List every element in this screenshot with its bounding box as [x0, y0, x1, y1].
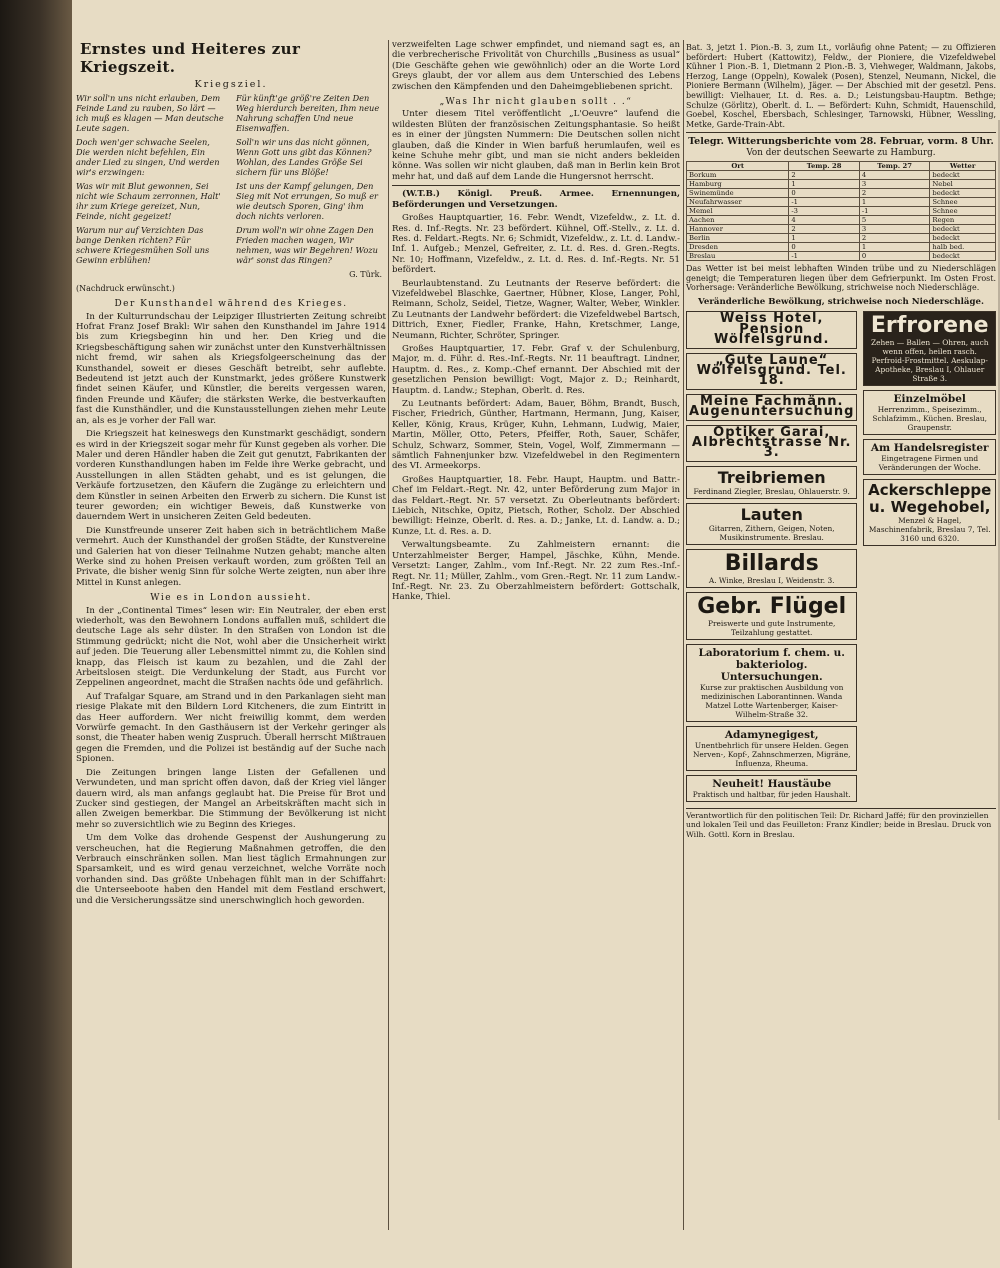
army-paragraph: Beurlaubtenstand. Zu Leutnants der Reserve befördert: die Vizefeldwebel Blaschke, Gaertner, Hübner, Klose, Langer, Pohl, Reimann, Scholz, Seidel, Tietze, Wagner, Walter, Weber, Winkler. Zu Leutnants der Landwehr befördert: die Vizefeldwebel Bartsch, Dittrich, Exner, Fiedler, Franke, Hahn, Kretschmer, Lange, Neumann, Richter, Schröter, Springer. [392, 278, 680, 341]
ad-title: Am Handelsregister [870, 442, 989, 455]
weather-header: Wetter [930, 162, 996, 171]
weather-row [687, 207, 996, 216]
column-rule [683, 40, 684, 1230]
ad-text: Eingetragene Firmen und Veränderungen der Woche. [878, 454, 981, 473]
ad-gute-laune: „Gute Laune“ Wölfelsgrund. Tel. 18. [686, 353, 857, 390]
poem-signature: G. Türk. [349, 270, 382, 280]
weather-cell: Hamburg [687, 180, 789, 189]
weather-table [686, 161, 996, 261]
weather-cell: 1 [859, 243, 930, 252]
article-paragraph: In der Kulturrundschau der Leipziger Illustrierten Zeitung schreibt Hofrat Franz Josef Brakl: Wir sahen den Kunsthandel im Jahre 1914 bis zum Kriegsbeginn hin und her. Den Krieg und die Kriegsbeschäftigung sahen wir zunächst unter den Kunstverhältnissen nicht fremd, wir sahen als Kriegsfolgeerscheinung das der Kunsthandel, soweit er dieses Geschäft betreibt, sehr auflebte. Bedeutend ist jetzt auch der Kunstmarkt, jedes größere Kunstwerk findet seinen Käufer, und Künstler, die bereits vergessen waren, finden Freunde und Käufer; die stärksten Werke, die bestverkauften fast die Kunsthändler, und die Kunstausstellungen ziehen mehr Leute an, als es je vorher der Fall war. [76, 311, 386, 426]
weather-cell: 2 [789, 171, 860, 180]
poem [76, 93, 386, 269]
ad-title: Adamynegigest, [724, 728, 819, 741]
ad-title: Billards [724, 550, 819, 576]
weather-cell: Schnee [930, 207, 996, 216]
weather-cell: 5 [859, 216, 930, 225]
weather-cell: Berlin [687, 234, 789, 243]
section-title: Ernstes und Heiteres zur Kriegszeit. [80, 40, 301, 76]
weather-cell: bedeckt [930, 252, 996, 261]
ad-hotel: Weiss Hotel, Pension Wölfelsgrund. [686, 311, 857, 348]
stanza: Für künft'ge größ're Zeiten Den Weg hierdurch bereiten, Ihm neue Nahrung schaffen Und neue Eisenwaffen. [236, 93, 380, 134]
poem-title: Kriegsziel. [194, 79, 268, 90]
weather-row [687, 180, 996, 189]
weather-cell: 2 [859, 189, 930, 198]
ad-title: Neuheit! Haustäube [712, 777, 832, 790]
weather-cell: Breslau [687, 252, 789, 261]
ad-text: Praktisch und haltbar, für jeden Haushalt. [692, 789, 851, 799]
article-paragraph: Unter diesem Titel veröffentlicht „L'Oeuvre“ laufend die wildesten Blüten der französischen Zeitungsphantasie. So heißt es in einer der jüngsten Nummern: Die Deutschen sollen nicht glauben, daß die Kinder in Wien barfuß herumlaufen, weil es keine Schuhe mehr gibt, und man sie nicht anders bekleiden könne. Was sollen wir nicht glauben, daß man in Berlin kein Brot mehr hat, und daß auf dem Lande die Hungersnot herrscht. [392, 109, 680, 182]
weather-cell: 0 [859, 252, 930, 261]
ad-lauten [686, 503, 857, 545]
imprint: Verantwortlich für den politischen Teil: Dr. Richard Jaffé; für den provinziellen und lokalen Teil und das Feuilleton: Franz Kindler; beide in Breslau. Druck von Wilh. Gottl. Korn in Breslau. [686, 808, 996, 839]
weather-forecast: Veränderliche Bewölkung, strichweise noch Niederschläge. [698, 296, 984, 307]
weather-header: Temp. 28 [789, 162, 860, 171]
ad-text: Preiswerte und gute Instrumente, Teilzahlung gestattet. [708, 618, 836, 637]
ad-text: Unentbehrlich für unsere Helden. Gegen Nerven-, Kopf-, Zahnschmerzen, Migräne, Influenza, Rheuma. [692, 740, 851, 768]
ad-einzelmoebel [863, 390, 996, 435]
army-paragraph: Großes Hauptquartier, 17. Febr. Graf v. der Schulenburg, Major, m. d. Führ. d. Res.-Inf.-Regts. Nr. 11 beauftragt. Lindner, Hauptm. d. Res., z. Komp.-Chef ernannt. Der Abschied mit der gesetzlichen Pension bewilligt: Vogt, Major z. D.; Reinhardt, Hauptm. d. Landw.; Stephan, Oberlt. d. Res. [392, 343, 680, 396]
weather-cell: -1 [789, 252, 860, 261]
weather-cell: -3 [789, 207, 860, 216]
article-title-london: Wie es in London aussieht. [150, 593, 312, 604]
army-paragraph: Großes Hauptquartier, 18. Febr. Haupt, Hauptm. und Battr.-Chef im Feldart.-Regt. Nr. 42, unter Beförderung zum Major in das Feldart.-Regt. Nr. 57 versetzt. Zu Oberleutnants befördert: Liebich, Nitschke, Opitz, Pietsch, Rother, Scholz. Der Abschied bewilligt: Heinze, Oberlt. d. Res. a. D.; Janke, Lt. d. Landw. a. D.; Kunze, Lt. d. Res. a. D. [392, 474, 680, 537]
stanza: Doch wen'ger schwache Seelen, Die werden nicht befehlen, Ein ander Lied zu singen, Und werden wir's erzwingen: [76, 137, 220, 178]
ad-text: Ferdinand Ziegler, Breslau, Ohlauerstr. 9. [693, 486, 850, 496]
weather-cell: bedeckt [930, 225, 996, 234]
newspaper-page [72, 0, 1000, 1268]
article-paragraph: Die Kriegszeit hat keineswegs den Kunstmarkt geschädigt, sondern es wird in der Kriegszeit sogar mehr für Kunst gegeben als vorher. Die Maler und deren Händler haben die Zeit gut genutzt, Fabrikanten der vorderen Kunsthandlungen haben im Felde ihre Werke gebracht, und Ausstellungen in allen Städten gehabt, und es ist gelungen, die Verkäufe fortzusetzen, den Käufern die Zugänge zu erleichtern und dem Künstler in seinen Arbeiten den Erwerb zu sichern. Die Kunst ist teurer geworden; ein wichtiger Beweis, daß Kunstwerke von dauerndem Wert in unsicheren Zeiten Geld bedeuten. [76, 429, 386, 523]
weather-cell: Regen [930, 216, 996, 225]
ad-laboratorium [686, 644, 857, 722]
ad-fluegel [686, 592, 857, 640]
weather-cell: 0 [789, 189, 860, 198]
weather-cell: Memel [687, 207, 789, 216]
weather-cell: 1 [859, 198, 930, 207]
weather-header-row [687, 162, 996, 171]
stanza: Was wir mit Blut gewonnen, Sei nicht wie Schaum zerronnen, Halt' ihr zum Kriege gereizet, Nun, Feinde, nicht gegeizet! [76, 181, 221, 222]
ad-text: A. Winke, Breslau I, Weidenstr. 3. [708, 575, 835, 585]
weather-cell: bedeckt [930, 189, 996, 198]
article-paragraph: In der „Continental Times“ lesen wir: Ein Neutraler, der eben erst wiederholt, was den Bewohnern Londons auffallen muß, schildert die deutsche Lage als sehr düster. In den Straßen von London ist die Stimmung gedrückt; nicht die Not, wohl aber die Unsicherheit wirkt auf jeden. Die Teuerung aller Lebensmittel nimmt zu, die Kohlen sind knapp, das Fleisch ist kaum zu bezahlen, und die Zahl der Arbeitslosen steigt. Die Verdunkelung der Stadt, aus Furcht vor Zeppelinen angeordnet, macht die Straßen nachts öde und gefährlich. [76, 605, 386, 689]
divider [392, 185, 680, 186]
ad-title: Gebr. Flügel [697, 593, 847, 619]
column-rule [388, 40, 389, 1230]
army-paragraph: Verwaltungsbeamte. Zu Zahlmeistern ernannt: die Unterzahlmeister Berger, Hampel, Jäschke, Kühn, Mende. Versetzt: Langer, Zahlm., vom Inf.-Regt. Nr. 22 zum Res.-Inf.-Regt. Nr. 11; Müller, Zahlm., vom Gren.-Regt. Nr. 11 zum Landw.-Inf.-Regt. Nr. 23. Zu Oberzahlmeistern befördert: Gottschalk, Hanke, Thiel. [392, 540, 680, 603]
article-paragraph: Um dem Volke das drohende Gespenst der Aushungerung zu verscheuchen, hat die Regierung Maßnahmen getroffen, die den Verbrauch einschränken sollen. Man liest täglich Ermahnungen zur Sparsamkeit, und es wird genau verzeichnet, welche Vorräte noch vorhanden sind. Das größte Unbehagen fühlt man in der Schiffahrt: die Unterseeboote haben den Handel mit dem Festland erschwert, und die Versicherungssätze sind unerschwinglich hoch geworden. [76, 833, 386, 906]
weather-row [687, 243, 996, 252]
ad-title: Lauten [740, 504, 803, 524]
weather-cell: Nebel [930, 180, 996, 189]
weather-note: Das Wetter ist bei meist lebhaften Winden trübe und zu Niederschlägen geneigt; die Temperaturen liegen über dem Gefrierpunkt. Im Osten Frost. Vorhersage: Veränderliche Bewölkung, strichweise noch Niederschläge. [686, 264, 996, 293]
weather-row [687, 234, 996, 243]
ad-title: Ackerschleppe u. Wegehobel, [868, 481, 992, 517]
weather-cell: 2 [789, 225, 860, 234]
article-paragraph: Bat. 3, jetzt 1. Pion.-B. 3, zum Lt., vorläufig ohne Patent; — zu Offizieren befördert: Hubert (Kattowitz), Feldw., der Pioniere, die Vizefeldwebel Kühner 1 Pion.-B. 1, Dietmann 2 Pion.-B. 3, Viehweger, Waldmann, Jakobs, Herzog, Lange (Oppeln), Kowalek (Posen), Stenzel, Neumann, Nickel, die Pioniere Bermann (Wilhelm), Jäger. — Der Abschied mit der gesetzl. Pens. bewilligt: Vielhauer, Lt. d. Res. a. D.; Leistungsbau-Hauptm. Bethge; Schulze (Görlitz), Oberlt. d. L. — Befördert: Kuhn, Schmidt, Hauenschild, Goebel, Koschel, Ebersbach, Schlesinger, Tarnowski, Hübner, Wessling, Metke, Garde-Train-Abt. [686, 43, 996, 129]
ad-text: Zehen — Ballen — Ohren, auch wenn offen, heilen rasch. Perfroid-Frostmittel. Aeskulap-Apotheke, Breslau I, Ohlauer Straße 3. [870, 338, 989, 384]
weather-cell: 2 [859, 234, 930, 243]
ad-title: Treibriemen [717, 467, 826, 487]
weather-row [687, 216, 996, 225]
ad-title: Einzelmöbel [893, 393, 966, 406]
weather-cell: bedeckt [930, 171, 996, 180]
column-middle [392, 40, 680, 1230]
ads-area [686, 311, 996, 805]
ad-erfrorene [863, 311, 996, 386]
stanza: Drum woll'n wir ohne Zagen Den Frieden machen wagen, Wir nehmen, was wir Begehren! Wozu wär' sonst das Ringen? [236, 225, 378, 266]
ads-left [686, 311, 857, 805]
ad-augen: Meine Fachmänn. Augenuntersuchung [686, 394, 857, 421]
article-paragraph: Die Kunstfreunde unserer Zeit haben sich in beträchtlichem Maße vermehrt. Auch der Kunsthandel der großen Städte, der Kunstvereine und Galerien hat von dieser Teilnahme Nutzen gehabt; manche alten Werke sind zu hohen Preisen verkauft worden, zum größten Teil an Private, die bisher wenig Sinn für solche Werte zeigten, nun aber ihre Mittel in Kunst anlegen. [76, 525, 386, 588]
article-title-art: Der Kunsthandel während des Krieges. [114, 299, 348, 310]
army-header: (W.T.B.) Königl. Preuß. Armee. Ernennungen, Beförderungen und Versetzungen. [392, 189, 680, 210]
ad-text: Herrenzimm., Speisezimm., Schlafzimm., Küchen. Breslau, Graupenstr. [872, 405, 988, 433]
weather-cell: -1 [789, 198, 860, 207]
stanza: Soll'n wir uns das nicht gönnen, Wenn Gott uns gibt das Können? Wohlan, des Landes Größe Sei sichern für uns Blöße! [236, 137, 372, 178]
ad-title: Laboratorium f. chem. u. bakteriolog. Untersuchungen. [698, 646, 845, 683]
weather-cell: halb bed. [930, 243, 996, 252]
stanza: Warum nur auf Verzichten Das bange Denken richten? Für schwere Kriegesmühen Soll uns Gewinn erblühen! [76, 225, 210, 266]
ad-text: Gitarren, Zithern, Geigen, Noten, Musikinstrumente. Breslau. [708, 523, 835, 542]
weather-row [687, 198, 996, 207]
weather-cell: 4 [859, 171, 930, 180]
weather-cell: Borkum [687, 171, 789, 180]
quote-title: „Was Ihr nicht glauben sollt . .“ [439, 97, 633, 108]
ads-right [863, 311, 996, 805]
article-paragraph: Auf Trafalgar Square, am Strand und in den Parkanlagen sieht man riesige Plakate mit den Bildern Lord Kitcheners, die zum Eintritt in das Heer auffordern. Wer nicht freiwillig kommt, dem werden Vorwürfe gemacht. In den Gasthäusern ist der Verkehr geringer als sonst, die Theater haben wenig Zuspruch. Überall herrscht Mißtrauen gegen die Fremden, und die Polizei ist beständig auf der Suche nach Spionen. [76, 691, 386, 765]
weather-header: Ort [687, 162, 789, 171]
weather-cell: -1 [859, 207, 930, 216]
weather-cell: Aachen [687, 216, 789, 225]
ad-optiker: Optiker Garai, Albrechtstrasse Nr. 3. [686, 425, 857, 462]
weather-cell: Dresden [687, 243, 789, 252]
ad-treibriemen [686, 466, 857, 499]
column-right [686, 40, 996, 1230]
weather-cell: 3 [859, 225, 930, 234]
weather-cell: 3 [859, 180, 930, 189]
weather-row [687, 252, 996, 261]
weather-cell: Schnee [930, 198, 996, 207]
ad-text: Kurse zur praktischen Ausbildung von medizinischen Laborantinnen. Wanda Matzel Lotte Wartenberger, Kaiser-Wilhelm-Straße 32. [699, 682, 844, 719]
poem-note: (Nachdruck erwünscht.) [76, 283, 175, 293]
weather-cell: Swinemünde [687, 189, 789, 198]
ad-title: Erfrorene [870, 313, 989, 339]
poem-right [236, 93, 386, 269]
article-paragraph: verzweifelten Lage schwer empfindet, und niemand sagt es, an die verbrecherische Frivolität von Churchills „Business as usual“ (Die Geschäfte gehen wie gewöhnlich) oder an die Worte Lord Greys glaubt, der vor allem aus dem Unterschied des Lebens zwischen den Kämpfenden und den Daheimgebliebenen spricht. [392, 40, 680, 92]
article-paragraph: Die Zeitungen bringen lange Listen der Gefallenen und Verwundeten, und man spricht offen davon, daß der Krieg viel länger dauern wird, als man anfangs geglaubt hat. Die Preise für Brot und Zucker sind gestiegen, der Mangel an Arbeitskräften macht sich in allen Zweigen bemerkbar. Die Stimmung der Bevölkerung ist nicht mehr so zuversichtlich wie zu Beginn des Krieges. [76, 767, 386, 830]
ad-ackerschleppe [863, 479, 996, 546]
weather-cell: bedeckt [930, 234, 996, 243]
army-paragraph: Zu Leutnants befördert: Adam, Bauer, Böhm, Brandt, Busch, Fischer, Friedrich, Günther, Hartmann, Hermann, Jung, Kaiser, Keller, König, Kraus, Krüger, Kuhn, Lehmann, Ludwig, Maier, Martin, Möller, Otto, Peters, Pfeiffer, Roth, Sauer, Schäfer, Schulz, Schwarz, Sommer, Stein, Vogel, Wolf, Zimmermann — sämtlich Fahnenjunker bzw. Vizefeldwebel in den Regimentern des VI. Armeekorps. [392, 399, 680, 472]
stanza: Ist uns der Kampf gelungen, Den Sieg mit Not errungen, So muß er wie deutsch Sporen, Ging' ihm doch nichts verloren. [236, 181, 378, 222]
weather-row [687, 225, 996, 234]
ad-handelsregister [863, 439, 996, 475]
ad-neuheit [686, 775, 857, 802]
weather-subtitle: Von der deutschen Seewarte zu Hamburg. [746, 147, 936, 158]
weather-header: Temp. 27 [859, 162, 930, 171]
weather-title: Telegr. Witterungsberichte vom 28. Februar, vorm. 8 Uhr. [688, 136, 994, 148]
weather-cell: Neufahrwasser [687, 198, 789, 207]
weather-cell: 0 [789, 243, 860, 252]
ad-billards [686, 549, 857, 588]
army-paragraph: Großes Hauptquartier, 16. Febr. Wendt, Vizefeldw., z. Lt. d. Res. d. Inf.-Regts. Nr. 23 befördert. Kühnel, Off.-Stellv., z. Lt. d. Res. d. Feldart.-Regts. Nr. 6; Schmidt, Vizefeldw., z. Lt. d. Landw.-Inf. 1. Aufgeb.; Menzel, Gefreiter, z. Lt. d. Res. d. Gren.-Regts. Nr. 10; Hoffmann, Vizefeldw., z. Lt. d. Res. d. Inf.-Regts. Nr. 51 befördert. [392, 213, 680, 276]
weather-row [687, 189, 996, 198]
weather-cell: 1 [789, 180, 860, 189]
ad-adamynegigest [686, 726, 857, 771]
column-left [76, 40, 386, 1230]
poem-left [76, 93, 226, 269]
stanza: Wir soll'n uns nicht erlauben, Dem Feinde Land zu rauben, So lärt — ich muß es klagen — Man deutsche Leute sagen. [76, 93, 224, 134]
book-binding [0, 0, 72, 1268]
weather-cell: Hannover [687, 225, 789, 234]
divider [686, 132, 996, 133]
weather-cell: 1 [789, 234, 860, 243]
ad-text: Menzel & Hagel, Maschinenfabrik, Breslau 7, Tel. 3160 und 6320. [868, 516, 991, 544]
weather-cell: 4 [789, 216, 860, 225]
weather-row [687, 171, 996, 180]
